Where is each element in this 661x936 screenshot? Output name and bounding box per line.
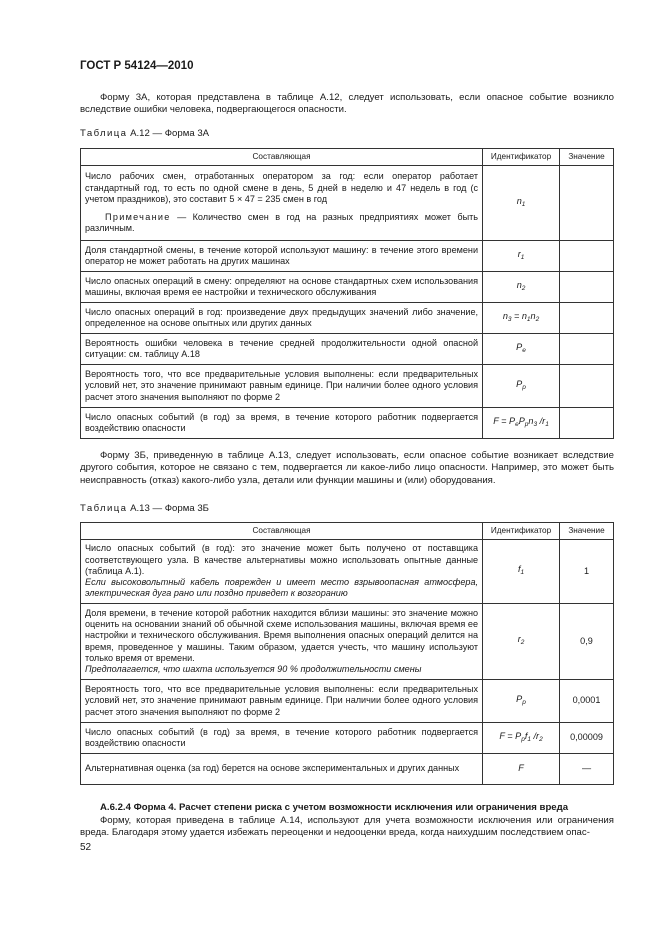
row-identifier: $n_1$ [483,166,560,241]
row-value [560,241,614,272]
column-header-identifier: Идентификатор [483,149,560,166]
row-value: 1 [560,540,614,604]
note-text: — Количество смен в год на разных предприятиях может быть различным. [85,212,479,234]
row-identifier: $P_e$ [483,334,560,365]
section-heading [80,802,614,813]
row-identifier: $P_p$ [483,680,560,723]
row-description: Альтернативная оценка (за год) берется на основе экспериментальных и других данных [81,754,483,785]
column-header-value: Значение [560,149,614,166]
row-text: Доля времени, в течение которой работник находится вблизи машины: это значение можно оценить на основании знаний об обычной схеме использования машины, включая время ее настройки и технического обслуживания. Время выполнения опасных операций делится на время, проведенное у машины. Таким образом, удается учесть, что машину используют только время от времени. [85,607,479,663]
row-example: Предполагается, что шахта используется 90 % продолжительности смены [85,664,422,675]
row-description: Вероятность того, что все предварительные условия выполнены: если предварительных условий нет, это значение принимают равным единице. При наличии более одного условия расчет этого значения выполняют по форме 2 [81,680,483,723]
table-a12-caption-text: А.12 — Форма 3А [130,128,210,139]
row-value: 0,0001 [560,680,614,723]
row-value: 0,9 [560,604,614,680]
table-a13 [80,522,614,785]
row-description: Число опасных операций в год: произведение двух предыдущих значений либо значение, определенное на основе опытных или других данных [81,303,483,334]
row-identifier: $f_1$ [483,540,560,604]
row-identifier: $r_1$ [483,241,560,272]
row-note [85,212,478,235]
table-row [81,408,614,439]
row-value [560,166,614,241]
row-identifier: $r_2$ [483,604,560,680]
table-row [81,241,614,272]
row-description: Число опасных событий (в год) за время, в течение которого работник подвергается воздействию опасности [81,408,483,439]
section-title: А.6.2.4 Форма 4. Расчет степени риска с учетом возможности исключения или ограничения вреда [100,802,569,813]
table-row [81,166,614,241]
intro-3b-text: Форму 3Б, приведенную в таблице А.13, следует использовать, если опасное событие возникает вследствие другого события, которое не связано с тем, подвергается ли какое-либо лицо опасности. Например, это может быть неисправность (отказ) какого-либо узла, детали или функции машины и (или) оборудования. [80,450,614,486]
row-identifier: $P_p$ [483,365,560,408]
row-description: Число опасных операций в смену: определяют на основе стандартных схем использования машины, включая время ее настройки и технического обслуживания [81,272,483,303]
row-value [560,303,614,334]
row-description: Вероятность ошибки человека в течение средней продолжительности одной опасной ситуации: см. таблицу А.18 [81,334,483,365]
section-text: Форму, которая приведена в таблице А.14, используют для учета возможности исключения или ограничения вреда. Благодаря этому удается избежать переоценки и недооценки вреда, когда наихудшим последствием опас- [80,815,614,839]
table-a13-caption [80,503,209,514]
table-row [81,604,614,680]
table-row [81,334,614,365]
table-row [81,540,614,604]
row-identifier: F [483,754,560,785]
row-description [81,604,483,680]
row-description [81,540,483,604]
row-example: Если высоковольтный кабель поврежден и имеет место взрывоопасная атмосфера, электрическая дуга рано или поздно приведет к возгоранию [85,577,479,599]
column-header-component: Составляющая [81,523,483,540]
row-text: Число рабочих смен, отработанных оператором за год: если оператор работает стандартный год, то есть по одной смене в день, 5 дней в неделю и 47 недель в год (с учетом праздников), это составит 5 × 47 = 235 смен в год [85,171,479,204]
row-description: Вероятность того, что все предварительные условия выполнены: если предварительных условий нет, это значение принимают равным единице. При наличии более одного условия расчет этого значения выполняют по форме 2 [81,365,483,408]
table-row [81,365,614,408]
row-description: Число опасных событий (в год) за время, в течение которого работник подвергается воздействию опасности [81,723,483,754]
table-row [81,754,614,785]
intro-3a-text: Форму 3А, которая представлена в таблице А.12, следует использовать, если опасное событие возникло вследствие ошибки человека, подвергающегося опасности. [80,92,614,116]
intro-paragraph-3b [80,450,614,487]
row-value: — [560,754,614,785]
column-header-value: Значение [560,523,614,540]
table-row [81,723,614,754]
row-identifier: $F = P_eP_pn_3$ $/r_1$ [483,408,560,439]
table-a12-caption-label: Таблица [80,128,128,139]
table-a12 [80,148,614,439]
table-a13-caption-label: Таблица [80,503,128,514]
row-description [81,166,483,241]
row-identifier: $F = P_pf_1$ $/r_2$ [483,723,560,754]
section-paragraph [80,815,614,840]
table-header-row [81,523,614,540]
row-value: 0,00009 [560,723,614,754]
column-header-component: Составляющая [81,149,483,166]
row-text: Число опасных событий (в год): это значение может быть получено от поставщика соответствующего узла. В качестве альтернативы можно использовать опытные данные (таблица А.1). [85,543,479,576]
row-value [560,408,614,439]
table-row [81,272,614,303]
table-a12-caption [80,128,209,139]
document-header: ГОСТ Р 54124—2010 [80,60,194,72]
table-a13-caption-text: А.13 — Форма 3Б [130,503,209,514]
row-value [560,272,614,303]
table-header-row [81,149,614,166]
row-description: Доля стандартной смены, в течение которой используют машину: в течение этого времени оператор не может работать на других машинах [81,241,483,272]
row-identifier: $n_2$ [483,272,560,303]
table-row [81,303,614,334]
page-number: 52 [80,842,92,853]
row-value [560,365,614,408]
note-label: Примечание [105,212,171,223]
table-row [81,680,614,723]
row-value [560,334,614,365]
row-identifier: $n_3 = n_1n_2$ [483,303,560,334]
column-header-identifier: Идентификатор [483,523,560,540]
intro-paragraph-3a [80,92,614,117]
